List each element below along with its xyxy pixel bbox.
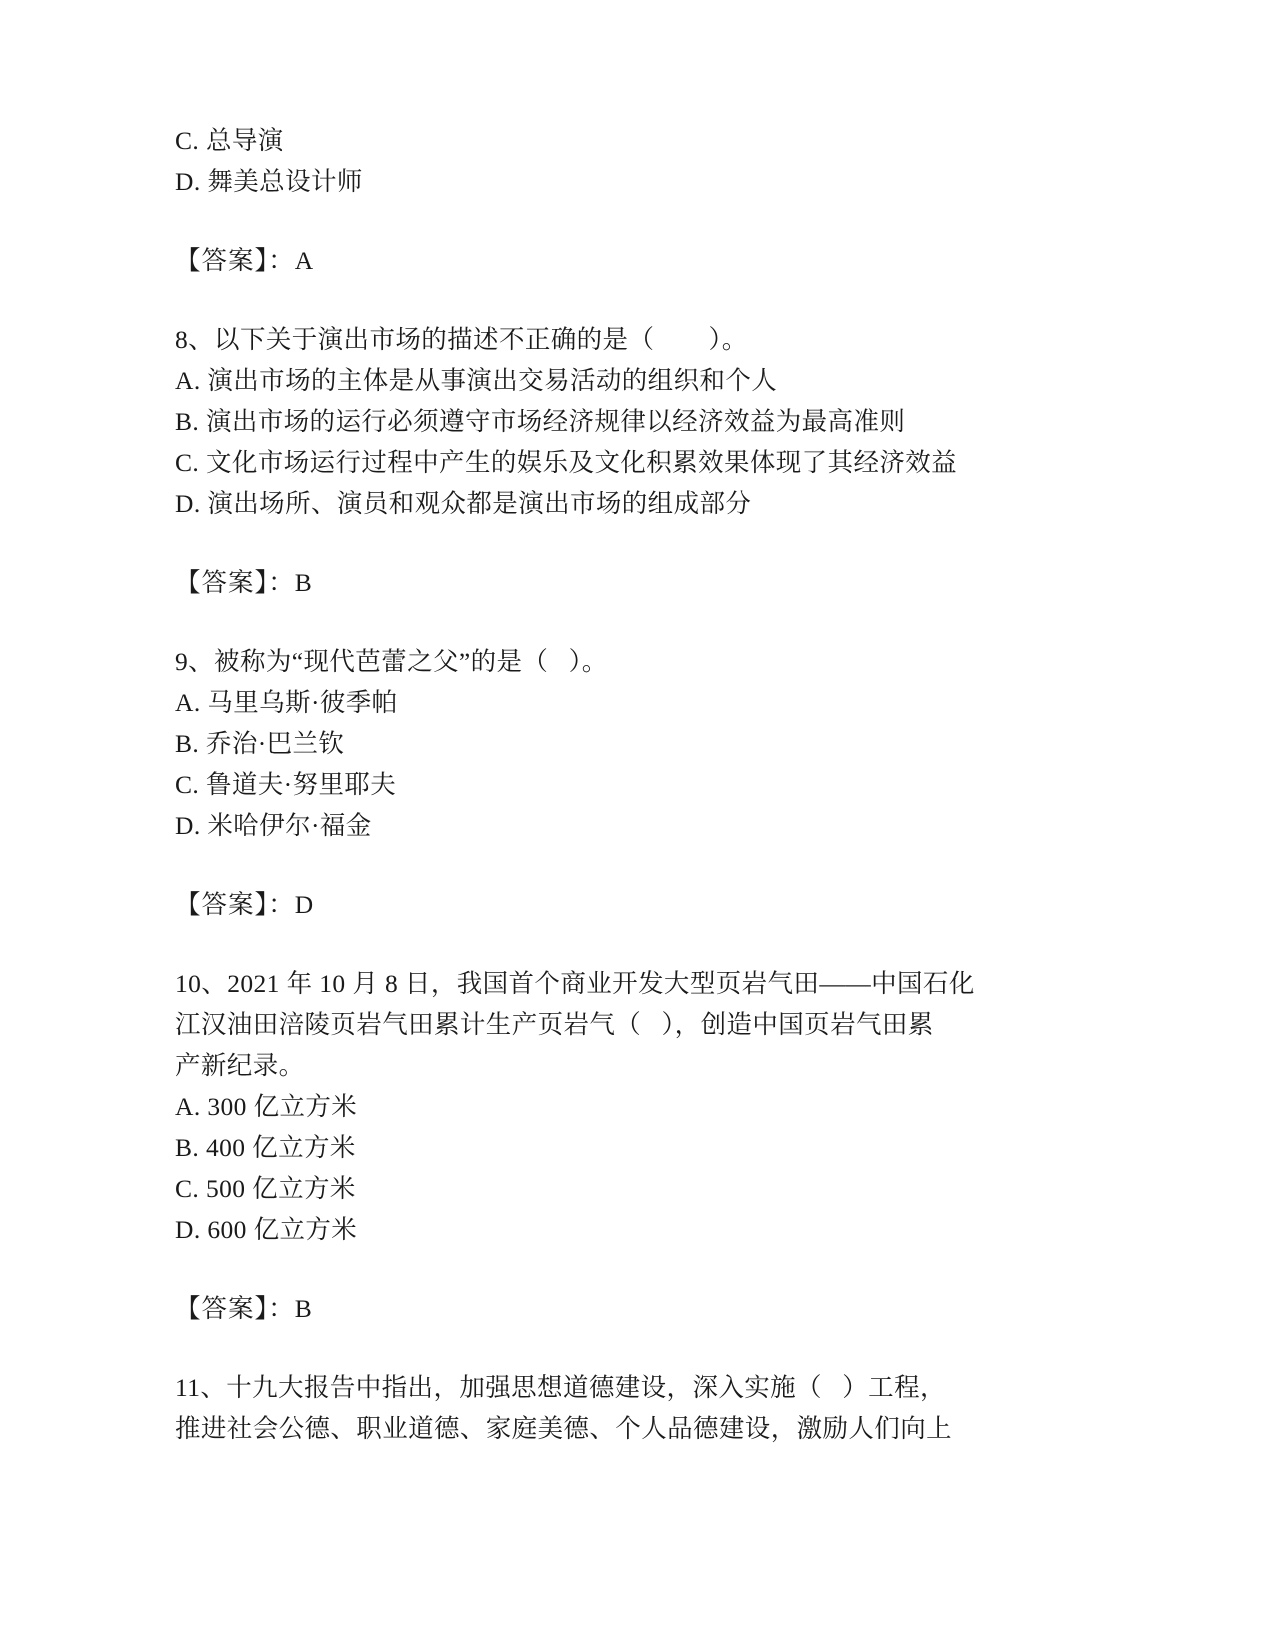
option-line: C. 文化市场运行过程中产生的娱乐及文化积累效果体现了其经济效益	[175, 448, 958, 477]
option-line: C. 500 亿立方米	[175, 1174, 356, 1203]
option-line: C. 鲁道夫·努里耶夫	[175, 770, 397, 799]
answer-7	[175, 240, 1100, 281]
question-stem-line: 10、2021 年 10 月 8 日，我国首个商业开发大型页岩气田——中国石化	[175, 969, 975, 998]
question-9	[175, 641, 1100, 846]
question-stem-line: 推进社会公德、职业道德、家庭美德、个人品德建设，激励人们向上	[175, 1414, 953, 1443]
question-8	[175, 319, 1100, 524]
question-stem-line: 产新纪录。	[175, 1051, 305, 1080]
option-line: D. 舞美总设计师	[175, 167, 363, 196]
document-body	[175, 120, 1100, 1449]
question-stem-line: 8、以下关于演出市场的描述不正确的是（ ）。	[175, 325, 748, 354]
question-10	[175, 963, 1100, 1250]
option-line: D. 演出场所、演员和观众都是演出市场的组成部分	[175, 489, 752, 518]
option-line: A. 演出市场的主体是从事演出交易活动的组织和个人	[175, 366, 778, 395]
answer-label: 【答案】：	[175, 890, 295, 919]
answer-value: D	[294, 890, 315, 919]
answer-10	[175, 1288, 1100, 1329]
question-stem-line: 9、被称为“现代芭蕾之父”的是（ ）。	[175, 647, 608, 676]
question-11	[175, 1367, 1100, 1449]
option-line: B. 乔治·巴兰钦	[175, 729, 345, 758]
option-line: B. 演出市场的运行必须遵守市场经济规律以经济效益为最高准则	[175, 407, 906, 436]
answer-8	[175, 562, 1100, 603]
answer-value: A	[294, 246, 315, 275]
question-7-options-continued	[175, 120, 1100, 202]
answer-9	[175, 884, 1100, 925]
answer-value: B	[294, 1294, 313, 1323]
option-line: D. 600 亿立方米	[175, 1215, 358, 1244]
option-line: D. 米哈伊尔·福金	[175, 811, 372, 840]
answer-label: 【答案】：	[175, 1294, 295, 1323]
option-line: A. 300 亿立方米	[175, 1092, 358, 1121]
question-stem-line: 11、十九大报告中指出，加强思想道德建设，深入实施（ ）工程，	[175, 1373, 946, 1402]
option-line: C. 总导演	[175, 126, 284, 155]
answer-value: B	[294, 568, 313, 597]
answer-label: 【答案】：	[175, 246, 295, 275]
question-stem-line: 江汉油田涪陵页岩气田累计生产页岩气（ ），创造中国页岩气田累	[175, 1010, 934, 1039]
option-line: A. 马里乌斯·彼季帕	[175, 688, 398, 717]
answer-label: 【答案】：	[175, 568, 295, 597]
option-line: B. 400 亿立方米	[175, 1133, 356, 1162]
